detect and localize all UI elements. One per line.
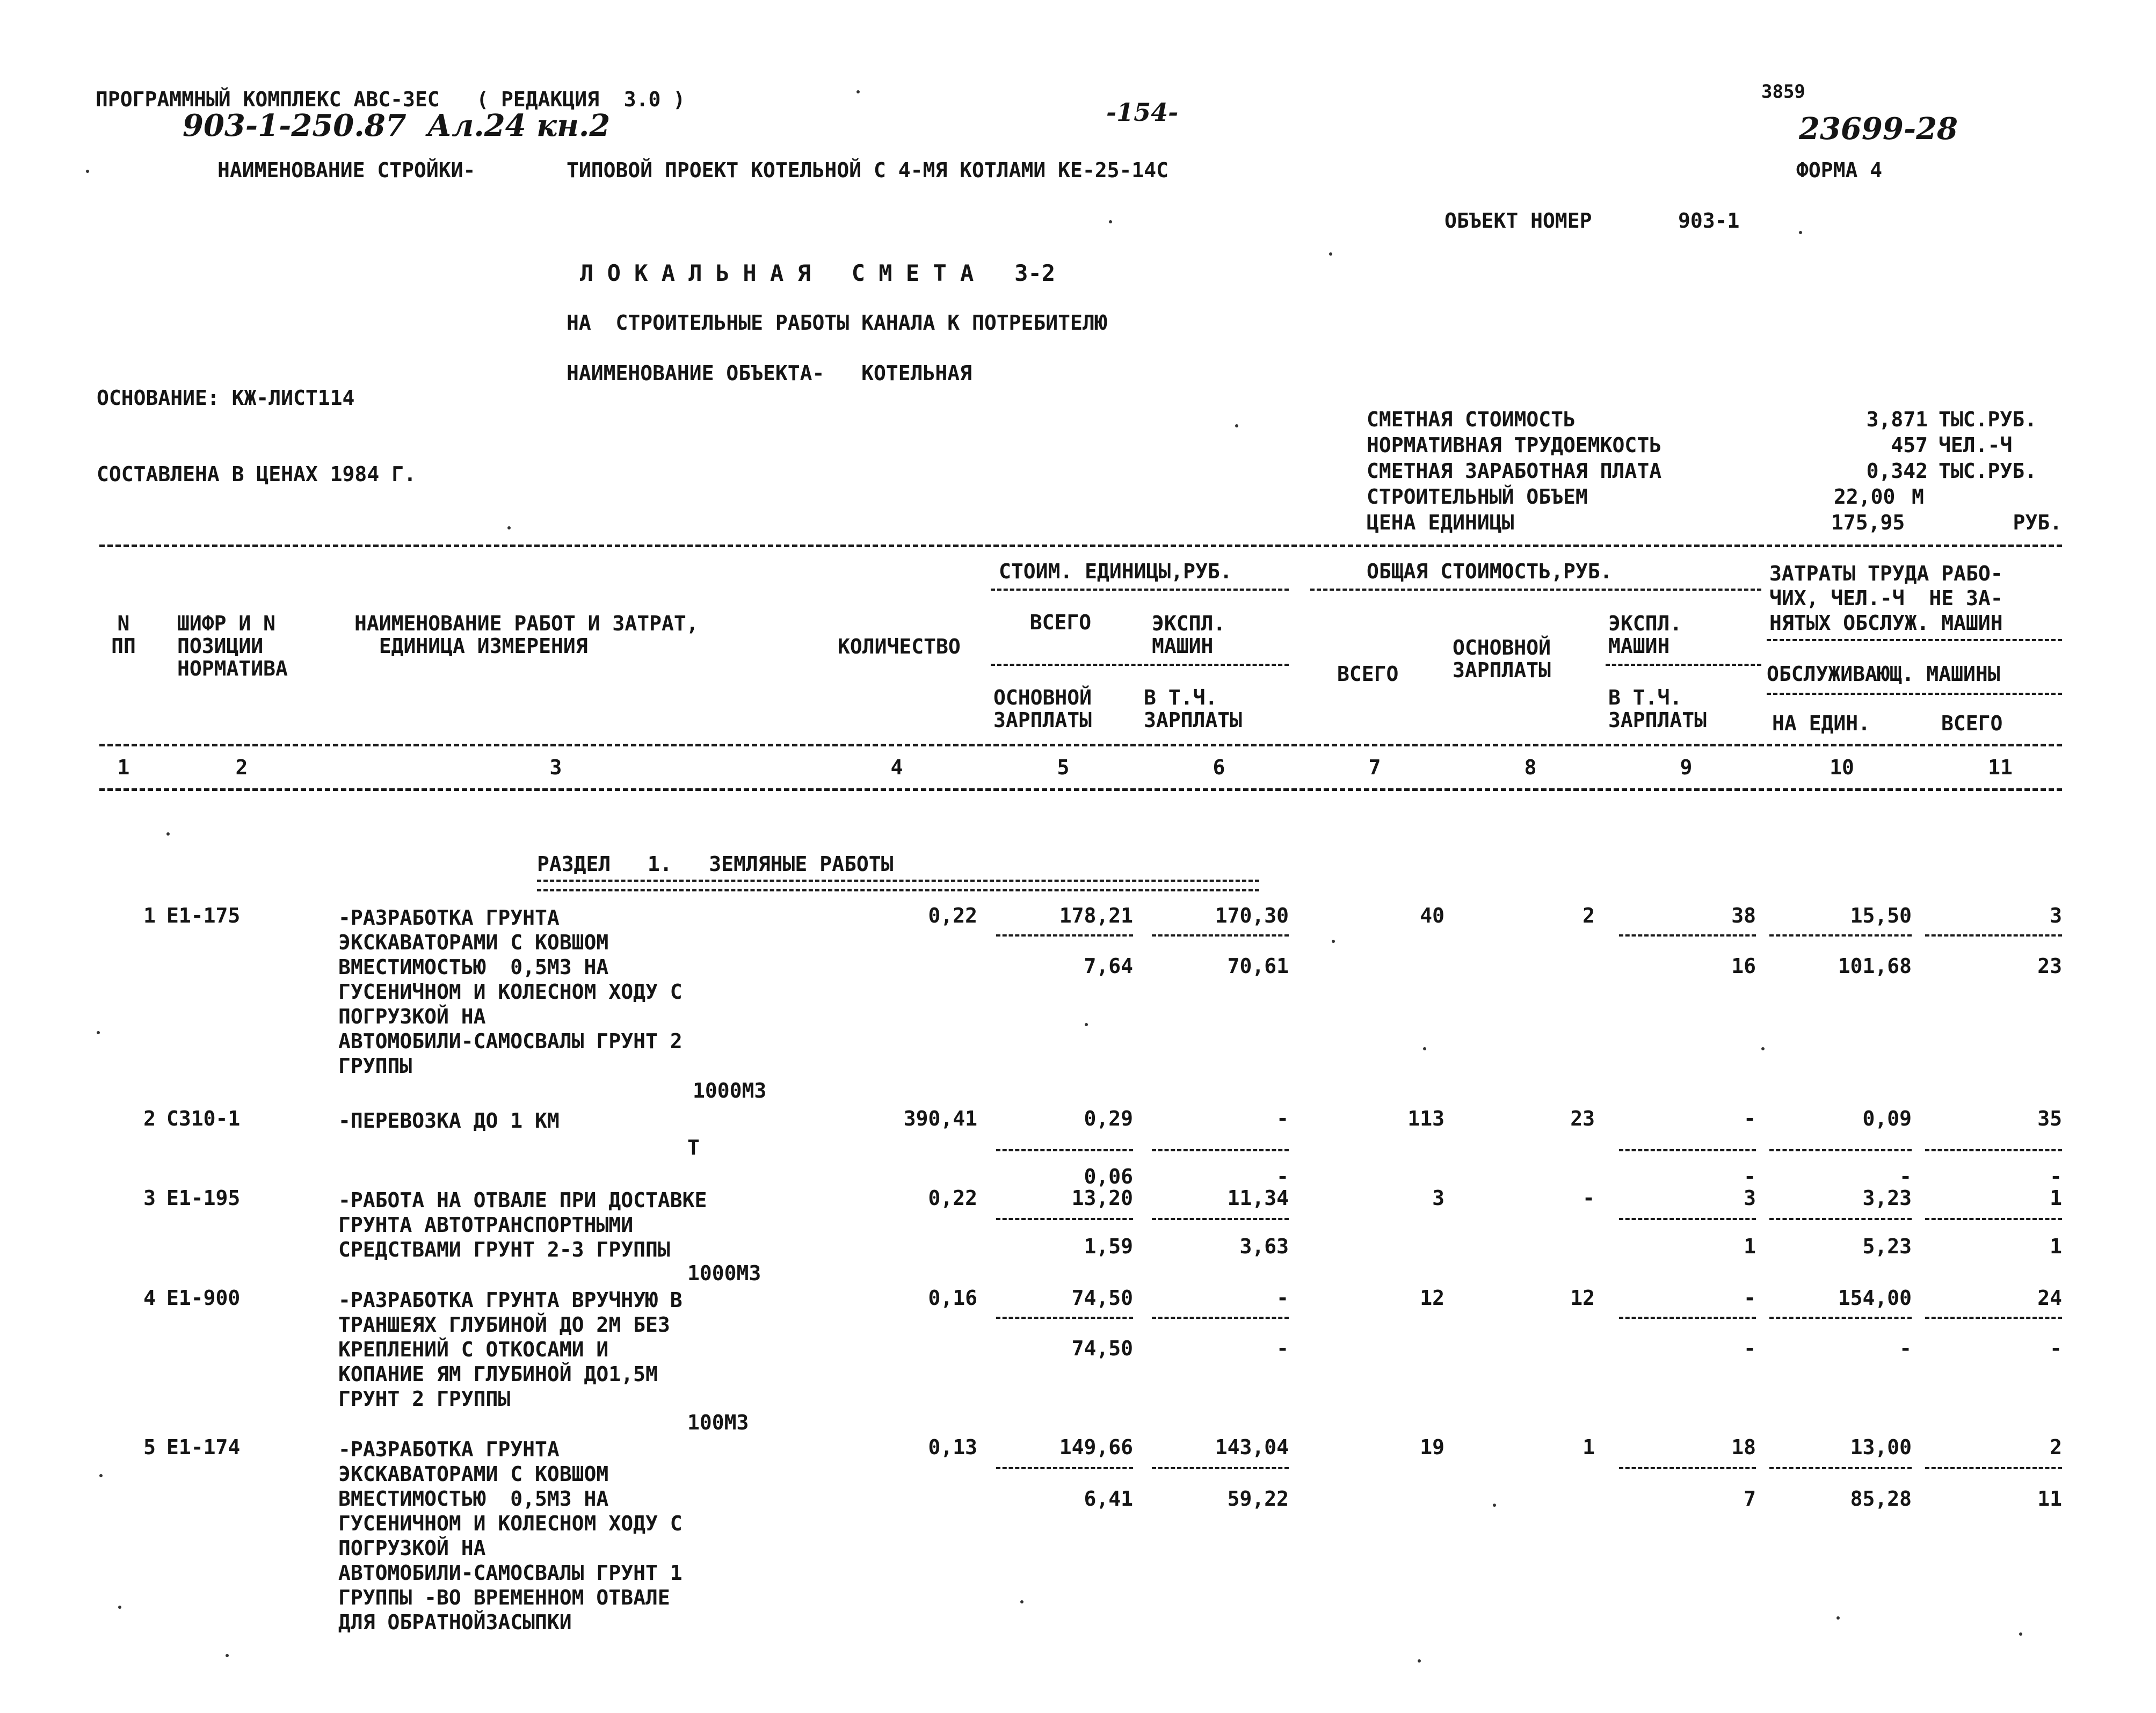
handwritten-archive-number: 23699-28 bbox=[1799, 111, 1958, 147]
column-number: 11 bbox=[1988, 756, 2013, 779]
cell-rule bbox=[996, 934, 1133, 937]
row-c5b: 6,41 bbox=[1084, 1487, 1133, 1511]
row-c8: - bbox=[1582, 1186, 1595, 1210]
object-number: 903-1 bbox=[1678, 209, 1740, 233]
cell-rule bbox=[1152, 1317, 1289, 1319]
row-c11: 1 bbox=[2050, 1186, 2062, 1210]
cell-rule bbox=[996, 1149, 1133, 1151]
row-c6b: - bbox=[1276, 1337, 1289, 1360]
row-c10b: - bbox=[1899, 1337, 1912, 1360]
col-header-9-bottom: В Т.Ч. ЗАРПЛАТЫ bbox=[1608, 686, 1707, 732]
row-code: Е1-175 bbox=[166, 904, 241, 927]
row-c5b: 1,59 bbox=[1084, 1235, 1133, 1258]
row-c10b: 101,68 bbox=[1838, 954, 1912, 978]
row-code: С310-1 bbox=[166, 1107, 241, 1130]
col-header-total-cost-group: ОБЩАЯ СТОИМОСТЬ,РУБ. bbox=[1367, 560, 1613, 583]
table-numbers-rule bbox=[99, 788, 2062, 791]
cell-rule bbox=[996, 1467, 1133, 1469]
basis: ОСНОВАНИЕ: КЖ-ЛИСТ114 bbox=[97, 386, 355, 410]
row-c8: 2 bbox=[1582, 904, 1595, 927]
row-quantity: 0,22 bbox=[928, 1186, 977, 1210]
column-number: 10 bbox=[1830, 756, 1854, 779]
col-header-quantity: КОЛИЧЕСТВО bbox=[838, 635, 961, 658]
row-unit: 100М3 bbox=[687, 1411, 749, 1434]
row-number: 5 bbox=[143, 1435, 156, 1459]
document-title: Л О К А Л Ь Н А Я С М Е Т А 3-2 bbox=[580, 260, 1056, 286]
row-c5b: 0,06 bbox=[1084, 1165, 1133, 1188]
row-c6: - bbox=[1276, 1286, 1289, 1310]
row-c9b: 16 bbox=[1731, 954, 1756, 978]
column-number: 8 bbox=[1524, 756, 1537, 779]
section-title: РАЗДЕЛ 1. ЗЕМЛЯНЫЕ РАБОТЫ bbox=[537, 852, 894, 876]
row-quantity: 390,41 bbox=[903, 1107, 977, 1130]
row-description: -ПЕРЕВОЗКА ДО 1 КМ bbox=[338, 1109, 560, 1133]
column-number: 4 bbox=[890, 756, 903, 779]
row-c6: 170,30 bbox=[1215, 904, 1289, 927]
row-c11b: 11 bbox=[2037, 1487, 2062, 1511]
row-c9: 38 bbox=[1731, 904, 1756, 927]
row-quantity: 0,16 bbox=[928, 1286, 977, 1310]
row-c6b: 59,22 bbox=[1227, 1487, 1289, 1511]
row-code: Е1-195 bbox=[166, 1186, 241, 1210]
row-c11: 35 bbox=[2037, 1107, 2062, 1130]
cell-rule bbox=[996, 1317, 1133, 1319]
summary-label: НОРМАТИВНАЯ ТРУДОЕМКОСТЬ bbox=[1367, 433, 1662, 457]
row-code: Е1-174 bbox=[166, 1435, 241, 1459]
row-code: Е1-900 bbox=[166, 1286, 241, 1310]
row-quantity: 0,13 bbox=[928, 1435, 977, 1459]
row-c11b: 1 bbox=[2050, 1235, 2062, 1258]
table-header-rule bbox=[99, 744, 2062, 746]
summary-value: 175,95 bbox=[1831, 511, 1905, 534]
cell-rule bbox=[1152, 934, 1289, 937]
cell-rule bbox=[1769, 1317, 1912, 1319]
row-c5: 149,66 bbox=[1059, 1435, 1133, 1459]
page-number: -154- bbox=[1106, 98, 1179, 127]
row-c10: 13,00 bbox=[1850, 1435, 1912, 1459]
row-c9: - bbox=[1744, 1107, 1756, 1130]
row-c7: 113 bbox=[1407, 1107, 1444, 1130]
row-c5: 13,20 bbox=[1071, 1186, 1133, 1210]
row-c11b: - bbox=[2050, 1165, 2062, 1188]
row-c7: 40 bbox=[1420, 904, 1444, 927]
summary-unit: М bbox=[1912, 485, 1924, 509]
row-c8: 12 bbox=[1570, 1286, 1595, 1310]
document-subtitle: НА СТРОИТЕЛЬНЫЕ РАБОТЫ КАНАЛА К ПОТРЕБИТЕЛЮ bbox=[567, 311, 1107, 335]
summary-label: ЦЕНА ЕДИНИЦЫ bbox=[1367, 511, 1514, 534]
col-header-number: N ПП bbox=[111, 612, 136, 658]
column-number: 9 bbox=[1680, 756, 1693, 779]
row-c10: 0,09 bbox=[1862, 1107, 1912, 1130]
row-c10b: 85,28 bbox=[1850, 1487, 1912, 1511]
cell-rule bbox=[1152, 1467, 1289, 1469]
header-rule bbox=[1310, 589, 1761, 591]
cell-rule bbox=[1769, 1467, 1912, 1469]
column-number: 3 bbox=[549, 756, 562, 779]
summary-value: 22,00 bbox=[1834, 485, 1896, 509]
row-c9: 3 bbox=[1744, 1186, 1756, 1210]
row-c10: 15,50 bbox=[1850, 904, 1912, 927]
summary-value: 3,871 bbox=[1866, 408, 1928, 431]
summary-label: СМЕТНАЯ ЗАРАБОТНАЯ ПЛАТА bbox=[1367, 459, 1662, 483]
col-header-code: ШИФР И N ПОЗИЦИИ НОРМАТИВА bbox=[177, 612, 288, 680]
cell-rule bbox=[1619, 1149, 1756, 1151]
col-header-labor-sub: ОБСЛУЖИВАЮЩ. МАШИНЫ bbox=[1767, 662, 2000, 686]
row-c6: - bbox=[1276, 1107, 1289, 1130]
cell-rule bbox=[1619, 1467, 1756, 1469]
column-number: 1 bbox=[117, 756, 130, 779]
col-header-5-top: ВСЕГО bbox=[1029, 611, 1092, 634]
row-number: 2 bbox=[143, 1107, 156, 1130]
col-header-unit-cost-group: СТОИМ. ЕДИНИЦЫ,РУБ. bbox=[999, 560, 1232, 583]
form-label: ФОРМА 4 bbox=[1796, 158, 1883, 182]
cell-rule bbox=[1925, 1317, 2062, 1319]
cell-rule bbox=[1152, 1149, 1289, 1151]
row-c6: 143,04 bbox=[1215, 1435, 1289, 1459]
cell-rule bbox=[1769, 1218, 1912, 1220]
row-c6b: 70,61 bbox=[1227, 954, 1289, 978]
row-c11b: 23 bbox=[2037, 954, 2062, 978]
row-c8: 23 bbox=[1570, 1107, 1595, 1130]
cell-rule bbox=[1619, 1317, 1756, 1319]
header-rule bbox=[1606, 664, 1761, 666]
summary-value: 0,342 bbox=[1866, 459, 1928, 483]
cell-rule bbox=[1925, 934, 2062, 937]
row-c7: 12 bbox=[1420, 1286, 1444, 1310]
column-number: 2 bbox=[235, 756, 248, 779]
summary-label: СТРОИТЕЛЬНЫЙ ОБЪЕМ bbox=[1367, 485, 1588, 509]
row-c9b: 7 bbox=[1744, 1487, 1756, 1511]
row-unit: 1000М3 bbox=[687, 1261, 761, 1285]
row-number: 1 bbox=[143, 904, 156, 927]
cell-rule bbox=[1152, 1218, 1289, 1220]
row-c10: 154,00 bbox=[1838, 1286, 1912, 1310]
cell-rule bbox=[1619, 934, 1756, 937]
col-header-8: ОСНОВНОЙ ЗАРПЛАТЫ bbox=[1453, 636, 1551, 682]
object-name: НАИМЕНОВАНИЕ ОБЪЕКТА- КОТЕЛЬНАЯ bbox=[567, 361, 972, 385]
row-c10: 3,23 bbox=[1862, 1186, 1912, 1210]
handwritten-project-code: 903-1-250.87 Ал.24 кн.2 bbox=[183, 108, 611, 143]
object-number-label: ОБЪЕКТ НОМЕР bbox=[1444, 209, 1592, 233]
col-header-10: НА ЕДИН. bbox=[1772, 712, 1871, 735]
cell-rule bbox=[1619, 1218, 1756, 1220]
row-c5: 74,50 bbox=[1071, 1286, 1133, 1310]
row-description: -РАБОТА НА ОТВАЛЕ ПРИ ДОСТАВКЕ ГРУНТА АВТОТРАНСПОРТНЫМИ СРЕДСТВАМИ ГРУНТ 2-3 ГРУППЫ bbox=[338, 1188, 707, 1261]
cell-rule bbox=[996, 1218, 1133, 1220]
column-number: 7 bbox=[1368, 756, 1381, 779]
cell-rule bbox=[1925, 1218, 2062, 1220]
row-c7: 3 bbox=[1432, 1186, 1444, 1210]
column-number: 6 bbox=[1213, 756, 1225, 779]
col-header-5-bottom: ОСНОВНОЙ ЗАРПЛАТЫ bbox=[993, 686, 1092, 732]
cell-rule bbox=[1769, 934, 1912, 937]
row-description: -РАЗРАБОТКА ГРУНТА ВРУЧНУЮ В ТРАНШЕЯХ ГЛУБИНОЙ ДО 2М БЕЗ КРЕПЛЕНИЙ С ОТКОСАМИ И КОПАНИЕ ЯМ ГЛУБИНОЙ ДО1,5М ГРУНТ 2 ГРУППЫ bbox=[338, 1288, 683, 1411]
row-c11: 2 bbox=[2050, 1435, 2062, 1459]
row-c8: 1 bbox=[1582, 1435, 1595, 1459]
row-unit: 1000М3 bbox=[693, 1079, 767, 1102]
row-c5: 178,21 bbox=[1059, 904, 1133, 927]
row-c9: 18 bbox=[1731, 1435, 1756, 1459]
row-number: 3 bbox=[143, 1186, 156, 1210]
col-header-7: ВСЕГО bbox=[1337, 662, 1399, 686]
row-c5b: 74,50 bbox=[1071, 1337, 1133, 1360]
row-c9b: - bbox=[1744, 1337, 1756, 1360]
construction-value: ТИПОВОЙ ПРОЕКТ КОТЕЛЬНОЙ С 4-МЯ КОТЛАМИ КЕ-25-14С bbox=[567, 158, 1169, 182]
row-c9b: - bbox=[1744, 1165, 1756, 1188]
row-c6b: - bbox=[1276, 1165, 1289, 1188]
summary-value: 457 bbox=[1891, 433, 1928, 457]
row-c5: 0,29 bbox=[1084, 1107, 1133, 1130]
row-c6: 11,34 bbox=[1227, 1186, 1289, 1210]
col-header-labor-group: ЗАТРАТЫ ТРУДА РАБО- ЧИХ, ЧЕЛ.-Ч НЕ ЗА- НЯТЫХ ОБСЛУЖ. МАШИН bbox=[1769, 562, 2003, 635]
row-c9b: 1 bbox=[1744, 1235, 1756, 1258]
col-header-9-top: ЭКСПЛ. МАШИН bbox=[1608, 612, 1682, 658]
row-quantity: 0,22 bbox=[928, 904, 977, 927]
row-c6b: 3,63 bbox=[1239, 1235, 1289, 1258]
row-c11: 3 bbox=[2050, 904, 2062, 927]
row-c10b: 5,23 bbox=[1862, 1235, 1912, 1258]
row-description: -РАЗРАБОТКА ГРУНТА ЭКСКАВАТОРАМИ С КОВШОМ ВМЕСТИМОСТЬЮ 0,5М3 НА ГУСЕНИЧНОМ И КОЛЕСНОМ ХОДУ С ПОГРУЗКОЙ НА АВТОМОБИЛИ-САМОСВАЛЫ ГРУНТ 1 ГРУППЫ -ВО ВРЕМЕННОМ ОТВАЛЕ ДЛЯ ОБРАТНОЙЗАСЫПКИ bbox=[338, 1438, 683, 1634]
col-header-description: НАИМЕНОВАНИЕ РАБОТ И ЗАТРАТ, ЕДИНИЦА ИЗМЕРЕНИЯ bbox=[354, 612, 699, 658]
header-rule bbox=[991, 664, 1289, 666]
col-header-11: ВСЕГО bbox=[1941, 712, 2003, 735]
summary-unit: ТЫС.РУБ. bbox=[1939, 459, 2037, 483]
document-number: 3859 bbox=[1761, 81, 1805, 103]
table-top-rule bbox=[99, 545, 2062, 547]
header-rule bbox=[1767, 693, 2062, 695]
cell-rule bbox=[1769, 1149, 1912, 1151]
program-name: ПРОГРАММНЫЙ КОМПЛЕКС АВС-3ЕС ( РЕДАКЦИЯ 3.0 ) bbox=[96, 88, 686, 111]
header-rule bbox=[991, 589, 1289, 591]
row-unit: Т bbox=[687, 1136, 700, 1159]
summary-unit: РУБ. bbox=[2013, 511, 2062, 534]
cell-rule bbox=[1925, 1149, 2062, 1151]
cell-rule bbox=[1925, 1467, 2062, 1469]
summary-label: СМЕТНАЯ СТОИМОСТЬ bbox=[1367, 408, 1576, 431]
row-c7: 19 bbox=[1420, 1435, 1444, 1459]
construction-label: НАИМЕНОВАНИЕ СТРОЙКИ- bbox=[217, 158, 476, 182]
section-underline bbox=[537, 880, 1259, 891]
col-header-6-top: ЭКСПЛ. МАШИН bbox=[1152, 612, 1226, 658]
row-c5b: 7,64 bbox=[1084, 954, 1133, 978]
row-number: 4 bbox=[143, 1286, 156, 1310]
summary-unit: ЧЕЛ.-Ч bbox=[1939, 433, 2013, 457]
price-base: СОСТАВЛЕНА В ЦЕНАХ 1984 Г. bbox=[97, 462, 416, 486]
row-description: -РАЗРАБОТКА ГРУНТА ЭКСКАВАТОРАМИ С КОВШОМ ВМЕСТИМОСТЬЮ 0,5М3 НА ГУСЕНИЧНОМ И КОЛЕСНОМ ХОДУ С ПОГРУЗКОЙ НА АВТОМОБИЛИ-САМОСВАЛЫ ГРУНТ 2 ГРУППЫ bbox=[338, 906, 683, 1078]
header-rule bbox=[1767, 639, 2062, 641]
summary-unit: ТЫС.РУБ. bbox=[1939, 408, 2037, 431]
row-c11: 24 bbox=[2037, 1286, 2062, 1310]
row-c10b: - bbox=[1899, 1165, 1912, 1188]
col-header-6-bottom: В Т.Ч. ЗАРПЛАТЫ bbox=[1144, 686, 1243, 732]
row-c11b: - bbox=[2050, 1337, 2062, 1360]
column-number: 5 bbox=[1057, 756, 1070, 779]
row-c9: - bbox=[1744, 1286, 1756, 1310]
